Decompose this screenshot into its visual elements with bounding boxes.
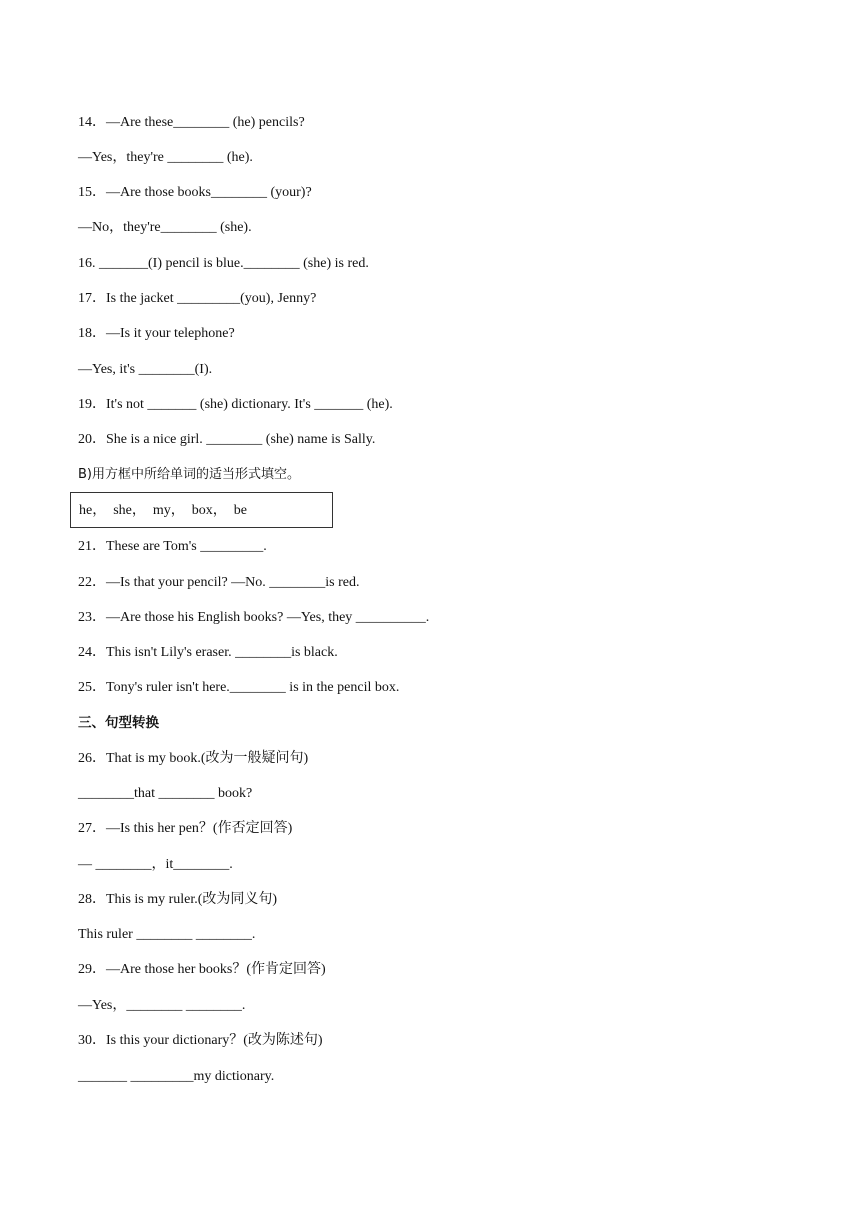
- question-22: 22．—Is that your pencil? —No. ________is red.: [78, 575, 360, 590]
- question-28: 28．This is my ruler.(改为同义句): [78, 892, 278, 907]
- question-20: 20．She is a nice girl. ________ (she) name is Sally.: [78, 432, 376, 447]
- answer-line-29: —Yes，________ ________.: [78, 998, 246, 1013]
- question-14: 14．—Are these________ (he) pencils?: [78, 115, 305, 130]
- answer-line-18: —Yes, it's ________(I).: [78, 362, 213, 377]
- answer-line-28: This ruler ________ ________.: [78, 927, 256, 942]
- word-bank-words: he， she， my， box， be: [79, 503, 247, 518]
- question-17: 17．Is the jacket _________(you), Jenny?: [78, 291, 317, 306]
- question-24: 24．This isn't Lily's eraser. ________is black.: [78, 645, 338, 660]
- question-29: 29．—Are those her books？(作肯定回答): [78, 962, 326, 977]
- question-21: 21．These are Tom's _________.: [78, 539, 267, 554]
- answer-line-15: —No，they're________ (she).: [78, 220, 252, 235]
- answer-line-27: — ________，it________.: [78, 857, 233, 872]
- question-25: 25．Tony's ruler isn't here.________ is in the pencil box.: [78, 680, 400, 695]
- answer-line-30: _______ _________my dictionary.: [78, 1069, 275, 1084]
- question-18: 18．—Is it your telephone?: [78, 326, 235, 341]
- answer-line-14: —Yes，they're ________ (he).: [78, 150, 253, 165]
- question-16: 16. _______(I) pencil is blue.________ (she) is red.: [78, 256, 369, 271]
- question-23: 23．—Are those his English books? —Yes, they __________.: [78, 610, 430, 625]
- word-bank-box: [70, 492, 333, 528]
- answer-line-26: ________that ________ book?: [78, 786, 253, 801]
- question-26: 26．That is my book.(改为一般疑问句): [78, 751, 309, 766]
- question-15: 15．—Are those books________ (your)?: [78, 185, 312, 200]
- section-b-instruction: B)用方框中所给单词的适当形式填空。: [78, 467, 300, 482]
- question-19: 19．It's not _______ (she) dictionary. It's _______ (he).: [78, 397, 393, 412]
- section-3-heading: 三、句型转换: [78, 715, 159, 731]
- question-27: 27．—Is this her pen？(作否定回答): [78, 821, 293, 836]
- question-30: 30．Is this your dictionary？(改为陈述句): [78, 1033, 323, 1048]
